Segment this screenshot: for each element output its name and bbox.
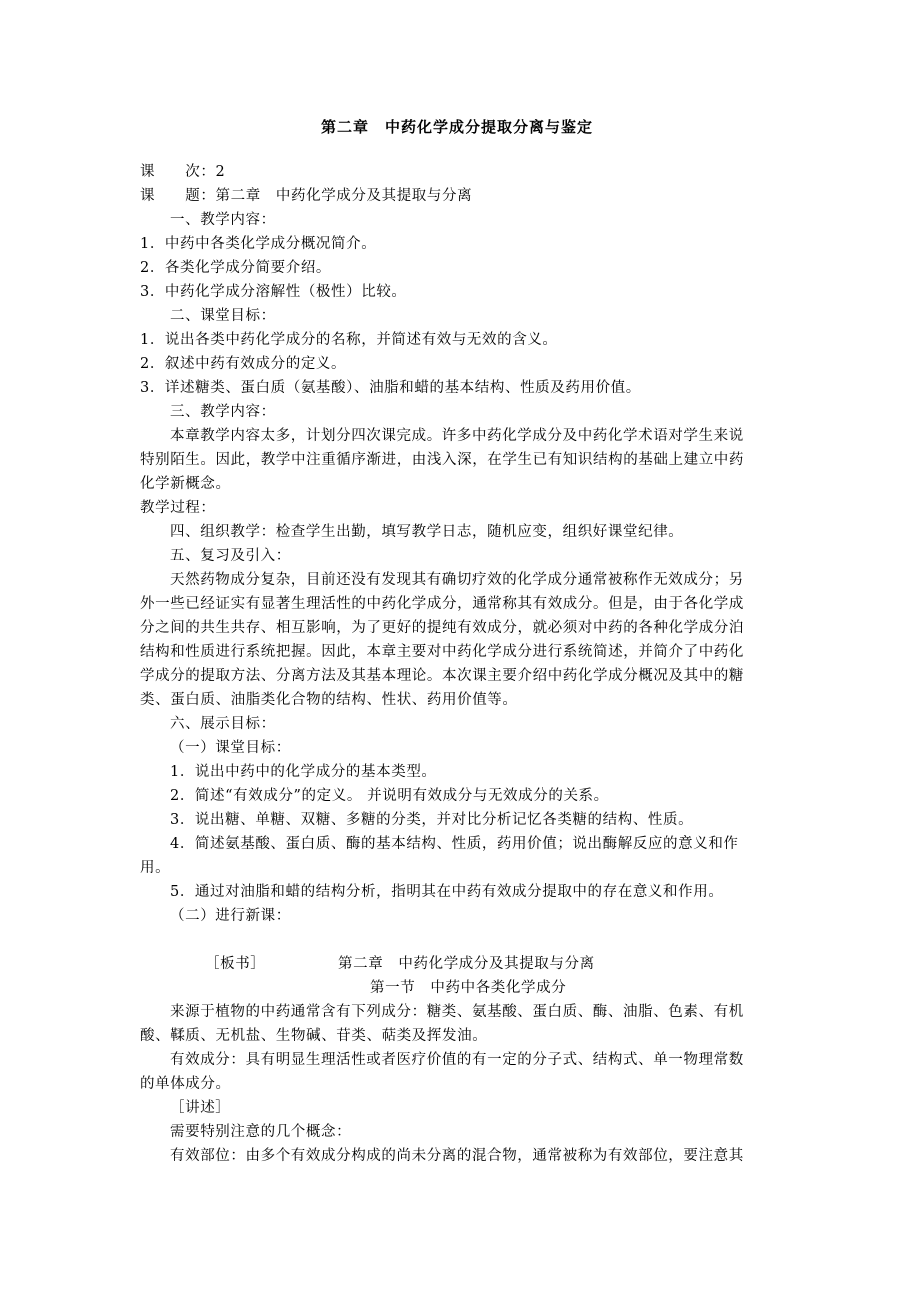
section3-heading: 三、教学内容： <box>170 404 276 420</box>
section6-sub1: （一）课堂目标： <box>170 740 291 756</box>
lesson-topic: 课 题：第二章 中药化学成分及其提取与分离 <box>140 188 473 204</box>
paragraph-line: 分之间的共生共存、相互影响，为了更好的提纯有效成分，就必须对中药的各种化学成分泊 <box>140 620 744 636</box>
paragraph-line: 有效成分：具有明显生理活性或者医疗价值的有一定的分子式、结构式、单一物理常数 <box>170 1052 744 1068</box>
paragraph-line: 特别陌生。因此，教学中注重循序渐进，由浅入深，在学生已有知识结构的基础上建立中药 <box>140 452 744 468</box>
paragraph-line: 的单体成分。 <box>140 1076 231 1092</box>
list-item: 2．各类化学成分简要介绍。 <box>140 260 332 276</box>
list-item: 2．简述“有效成分”的定义。 并说明有效成分与无效成分的关系。 <box>170 788 609 804</box>
list-item: 3．详述糖类、蛋白质（氨基酸）、油脂和蜡的基本结构、性质及药用价值。 <box>140 380 641 396</box>
lecture-label: ［讲述］ <box>170 1100 231 1116</box>
paragraph-line: 类、蛋白质、油脂类化合物的结构、性状、药用价值等。 <box>140 692 518 708</box>
board-chapter: 第二章 中药化学成分及其提取与分离 <box>338 956 595 972</box>
paragraph-line: 天然药物成分复杂，目前还没有发现其有确切疗效的化学成分通常被称作无效成分；另 <box>170 572 744 588</box>
paragraph-line: 化学新概念。 <box>140 476 231 492</box>
paragraph-line: 有效部位：由多个有效成分构成的尚未分离的混合物，通常被称为有效部位，要注意其 <box>170 1148 744 1164</box>
section6-sub2: （二）进行新课： <box>170 908 291 924</box>
board-label: ［板书］ <box>205 956 266 972</box>
list-item: 1．说出中药中的化学成分的基本类型。 <box>170 764 437 780</box>
list-item: 3．说出糖、单糖、双糖、多糖的分类，并对比分析记忆各类糖的结构、性质。 <box>170 812 694 828</box>
section5-heading: 五、复习及引入： <box>170 548 291 564</box>
list-item: 用。 <box>140 860 171 876</box>
paragraph-line: 学成分的提取方法、分离方法及其基本理论。本次课主要介绍中药化学成分概况及其中的糖 <box>140 668 744 684</box>
list-item: 3．中药化学成分溶解性（极性）比较。 <box>140 284 407 300</box>
paragraph-line: 本章教学内容太多，计划分四次课完成。许多中药化学成分及中药化学术语对学生来说 <box>170 428 744 444</box>
paragraph-line: 来源于植物的中药通常含有下列成分：糖类、氨基酸、蛋白质、酶、油脂、色素、有机 <box>170 1004 744 1020</box>
section4-text: 四、组织教学：检查学生出勤，填写教学日志，随机应变，组织好课堂纪律。 <box>170 524 684 540</box>
list-item: 4．简述氨基酸、蛋白质、酶的基本结构、性质，药用价值；说出酶解反应的意义和作 <box>170 836 739 852</box>
paragraph-line: 结构和性质进行系统把握。因此，本章主要对中药化学成分进行系统简述，并简介了中药化 <box>140 644 744 660</box>
list-item: 2．叙述中药有效成分的定义。 <box>140 356 347 372</box>
page-title: 第二章 中药化学成分提取分离与鉴定 <box>321 118 594 136</box>
concepts-heading: 需要特别注意的几个概念： <box>170 1124 352 1140</box>
section2-heading: 二、课堂目标： <box>170 308 276 324</box>
list-item: 5．通过对油脂和蜡的结构分析，指明其在中药有效成分提取中的存在意义和作用。 <box>170 884 724 900</box>
process-label: 教学过程： <box>140 500 216 516</box>
paragraph-line: 酸、鞣质、无机盐、生物碱、苷类、萜类及挥发油。 <box>140 1028 488 1044</box>
board-section: 第一节 中药中各类化学成分 <box>370 980 567 996</box>
section6-heading: 六、展示目标： <box>170 716 276 732</box>
list-item: 1．说出各类中药化学成分的名称，并简述有效与无效的含义。 <box>140 332 558 348</box>
section1-heading: 一、教学内容： <box>170 212 276 228</box>
paragraph-line: 外一些已经证实有显著生理活性的中药化学成分，通常称其有效成分。但是，由于各化学成 <box>140 596 744 612</box>
list-item: 1．中药中各类化学成分概况简介。 <box>140 236 377 252</box>
lesson-count: 课 次：2 <box>140 164 226 180</box>
